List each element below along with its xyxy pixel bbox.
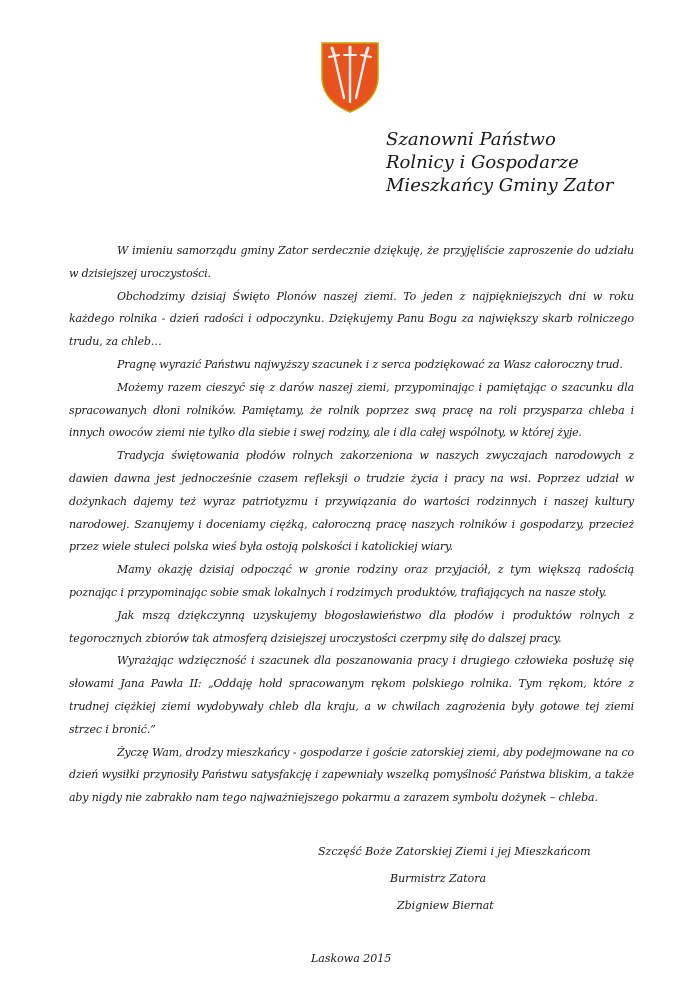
paragraph: Mamy okazję dzisiaj odpocząć w gronie rodziny oraz przyjaciół, z tym większą radością poznając i przypominając sobie smak lokalnych i rodzimych produktów, trafiających na nasze stoły.	[69, 563, 634, 599]
coat-of-arms-icon	[319, 40, 381, 114]
salutation-line: Mieszkańcy Gminy Zator	[386, 175, 614, 196]
place-date: Laskowa 2015	[311, 952, 392, 965]
paragraph: W imieniu samorządu gminy Zator serdecznie dziękuję, że przyjęliście zaproszenie do udziału w dzisiejszej uroczystości.	[69, 244, 634, 280]
salutation-line: Szanowni Państwo	[386, 129, 556, 150]
salutation	[386, 128, 686, 197]
salutation-line: Rolnicy i Gospodarze	[386, 152, 579, 173]
paragraph: Tradycja świętowania płodów rolnych zakorzeniona w naszych zwyczajach narodowych z dawien dawna jest jednocześnie czasem refleksji o trudzie życia i pracy na wsi. Poprzez udział w dożynkach dajemy też wyraz patriotyzmu i przywiązania do wartości rodzinnych i naszej kultury narodowej. Szanujemy i doceniamy ciężką, całoroczną pracę naszych rolników i gospodarzy, przecież przez wiele stuleci polska wieś była ostoją polskości i katolickiej wiary.	[69, 449, 634, 554]
paragraph: Jak mszą dziękczynną uzyskujemy błogosławieństwo dla płodów i produktów rolnych z tegorocznych zbiorów tak atmosferą dzisiejszej uroczystości czerpmy siłę do dalszej pracy.	[69, 608, 634, 645]
closing-greeting: Szczęść Boże Zatorskiej Ziemi i jej Mieszkańcom	[318, 845, 591, 858]
signatory-title: Burmistrz Zatora	[390, 872, 487, 885]
paragraph: Wyrażając wdzięczność i szacunek dla poszanowania pracy i drugiego człowieka posłużę się słowami Jana Pawła II: „Oddaję hołd spracowanym rękom polskiego rolnika. Tym rękom, które z trudnej ciężkiej ziemi wydobywały chleb dla kraju, a w chwilach zagrożenia były gotowe tej ziemi strzec i bronić.”	[69, 654, 634, 736]
signatory-name: Zbigniew Biernat	[397, 899, 494, 912]
paragraph: Możemy razem cieszyć się z darów naszej ziemi, przypominając i pamiętając o szacunku dla spracowanych dłoni rolników. Pamiętamy, że rolnik poprzez swą pracę na roli przysparza chleba i innych owoców ziemi nie tylko dla siebie i swej rodziny, ale i dla całej wspólnoty, w której żyje.	[69, 380, 634, 440]
letter-body	[69, 240, 634, 810]
paragraph: Życzę Wam, drodzy mieszkańcy - gospodarze i goście zatorskiej ziemi, aby podejmowane na co dzień wysiłki przynosiły Państwu satysfakcję i zapewniały wszelką pomyślność Państwa bliskim, a także aby nigdy nie zabrakło nam tego najważniejszego pokarmu a zarazem symbolu dożynek – chleba.	[69, 745, 634, 805]
paragraph: Obchodzimy dzisiaj Święto Plonów naszej ziemi. To jeden z najpiękniejszych dni w roku każdego rolnika - dzień radości i odpoczynku. Dziękujemy Panu Bogu za największy skarb rolniczego trudu, za chleb…	[69, 289, 634, 349]
paragraph: Pragnę wyrazić Państwu najwyższy szacunek i z serca podziękować za Wasz całoroczny trud.	[117, 357, 623, 371]
